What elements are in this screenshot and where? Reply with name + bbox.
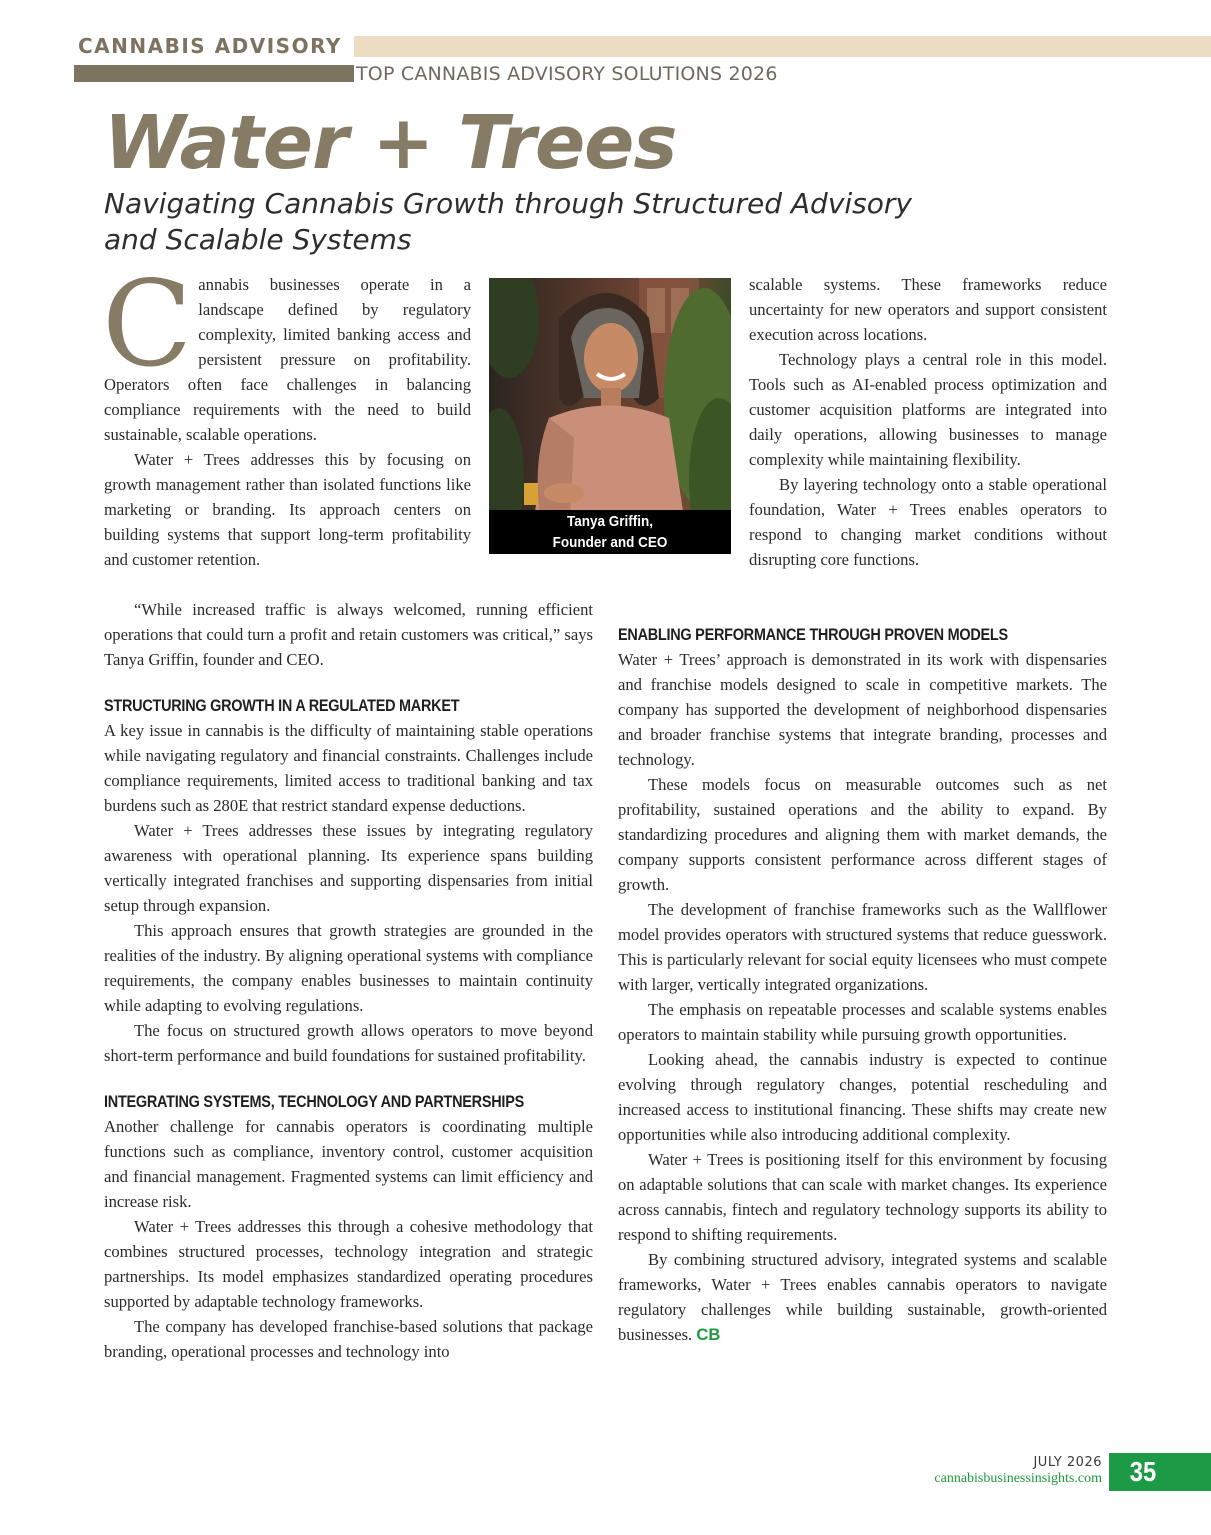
article-title: Water + Trees [104, 100, 677, 186]
intro-column [102, 255, 471, 572]
enabling-paragraph-6: Water + Trees is positioning itself for this environment by focusing on adaptable solutions that can scale with market changes. Its experience across cannabis, fintech and regulatory technology supports its ability to respond to shifting requirements. [618, 1150, 1107, 1244]
integrating-paragraph-2: Water + Trees addresses this through a cohesive methodology that combines structured processes, technology integration and strategic partnerships. Its model emphasizes standardized operating procedures supported by adaptable technology frameworks. [104, 1217, 593, 1311]
intro-paragraph-2: Water + Trees addresses this by focusing on growth management rather than isolated functions like marketing or branding. Its approach centers on building systems that support long-term profitability and customer retention. [104, 450, 471, 569]
header-band-top [354, 36, 1211, 57]
footer-website[interactable]: cannabisbusinessinsights.com [934, 1471, 1102, 1486]
structuring-paragraph-3: This approach ensures that growth strategies are grounded in the realities of the industry. By aligning operational systems with compliance requirements, the company enables businesses to maintain continuity while adapting to evolving regulations. [104, 921, 593, 1015]
enabling-paragraph-5: Looking ahead, the cannabis industry is expected to continue evolving through regulatory changes, potential rescheduling and increased access to institutional financing. These shifts may create new opportunities while also introducing additional complexity. [618, 1050, 1107, 1144]
section-heading-structuring: STRUCTURING GROWTH IN A REGULATED MARKET [104, 696, 460, 715]
structuring-paragraph-2: Water + Trees addresses these issues by integrating regulatory awareness with operational planning. Its experience spans building vertically integrated franchises and supporting dispensaries from initial setup through expansion. [104, 821, 593, 915]
section-label: CANNABIS ADVISORY [78, 34, 342, 58]
integrating-paragraph-3: The company has developed franchise-based solutions that package branding, operational processes and technology into [104, 1317, 593, 1361]
article-subtitle: Navigating Cannabis Growth through Structured Advisory and Scalable Systems [104, 187, 912, 256]
header-band-bottom [74, 65, 354, 82]
structuring-paragraph-1: A key issue in cannabis is the difficulty of maintaining stable operations while navigating regulatory and financial constraints. Challenges include compliance requirements, limited access to traditional banking and tax burdens such as 280E that restrict standard expense deductions. [104, 721, 593, 815]
closing-paragraph-text: By combining structured advisory, integrated systems and scalable frameworks, Water + Trees enables cannabis operators to navigate regulatory challenges while building sustainable, growth-oriented businesses. [618, 1250, 1107, 1344]
intro-paragraph-1-text: annabis businesses operate in a landscape defined by regulatory complexity, limited banking access and persistent pressure on profitability. Operators often face challenges in balancing compliance requirements with the need to build sustainable, scalable operations. [104, 275, 471, 444]
section-heading-enabling: ENABLING PERFORMANCE THROUGH PROVEN MODELS [618, 625, 1008, 644]
caption-name: Tanya Griffin, [566, 513, 654, 530]
enabling-paragraph-3: The development of franchise frameworks such as the Wallflower model provides operators with structured systems that reduce guesswork. This is particularly relevant for social equity licensees who must compete with larger, vertically integrated organizations. [618, 900, 1107, 994]
intro-paragraph-1 [102, 255, 471, 447]
continued-paragraph-3: By layering technology onto a stable operational foundation, Water + Trees enables operators to respond to changing market conditions without disrupting core functions. [749, 475, 1107, 569]
right-top-column [749, 272, 1107, 572]
section-heading-integrating: INTEGRATING SYSTEMS, TECHNOLOGY AND PARTNERSHIPS [104, 1092, 524, 1111]
issue-label: TOP CANNABIS ADVISORY SOLUTIONS 2026 [356, 63, 778, 85]
photo-caption [489, 510, 731, 554]
end-mark: CB [696, 1325, 721, 1344]
right-column [618, 622, 1107, 1347]
page-number: 35 [1129, 1456, 1157, 1487]
structuring-paragraph-4: The focus on structured growth allows operators to move beyond short-term performance and build foundations for sustained profitability. [104, 1021, 593, 1065]
drop-cap: C [102, 255, 193, 393]
quote-paragraph: “While increased traffic is always welcomed, running efficient operations that could turn a profit and retain customers was critical,” says Tanya Griffin, founder and CEO. [104, 600, 593, 669]
left-column [104, 597, 593, 1364]
integrating-paragraph-1: Another challenge for cannabis operators is coordinating multiple functions such as compliance, inventory control, customer acquisition and financial management. Fragmented systems can limit efficiency and increase risk. [104, 1117, 593, 1211]
caption-title: Founder and CEO [552, 534, 668, 551]
enabling-paragraph-7 [618, 1247, 1107, 1347]
continued-paragraph-1: scalable systems. These frameworks reduce uncertainty for new operators and support consistent execution across locations. [749, 275, 1107, 344]
enabling-paragraph-1: Water + Trees’ approach is demonstrated in its work with dispensaries and franchise models designed to scale in competitive markets. The company has supported the development of neighborhood dispensaries and broader franchise systems that integrate branding, processes and technology. [618, 650, 1107, 769]
continued-paragraph-2: Technology plays a central role in this model. Tools such as AI-enabled process optimization and customer acquisition platforms are integrated into daily operations, allowing businesses to manage complexity while maintaining flexibility. [749, 350, 1107, 469]
footer-date: JULY 2026 [1033, 1455, 1102, 1470]
enabling-paragraph-4: The emphasis on repeatable processes and scalable systems enables operators to maintain stability while pursuing growth opportunities. [618, 1000, 1107, 1044]
enabling-paragraph-2: These models focus on measurable outcomes such as net profitability, sustained operations and the ability to expand. By standardizing procedures and aligning them with market demands, the company supports consistent performance across different stages of growth. [618, 775, 1107, 894]
